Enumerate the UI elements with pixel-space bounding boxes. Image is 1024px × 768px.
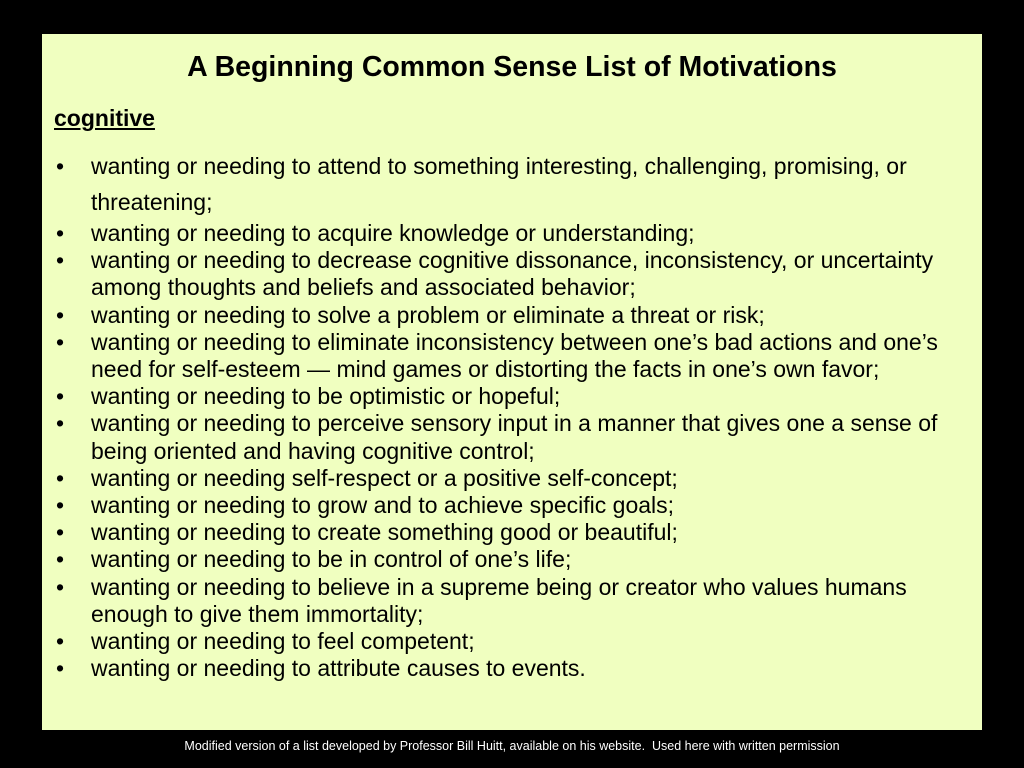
bullet-icon: • <box>56 410 65 437</box>
motivation-list <box>42 152 982 682</box>
bullet-icon: • <box>56 655 65 682</box>
list-item-text: wanting or needing to believe in a supreme being or creator who values humans enough to give them immortality; <box>91 573 907 627</box>
list-item-text: wanting or needing self-respect or a positive self-concept; <box>91 464 678 491</box>
list-item <box>42 546 982 573</box>
list-item-text: wanting or needing to create something good or beautiful; <box>91 519 678 546</box>
list-item <box>42 574 982 628</box>
bullet-icon: • <box>56 301 65 328</box>
list-item-text: wanting or needing to eliminate inconsistency between one’s bad actions and one’s need for self-esteem — mind games or distorting the facts in one’s own favor; <box>91 328 938 383</box>
list-item-text: wanting or needing to be optimistic or hopeful; <box>91 383 561 410</box>
list-item <box>42 410 982 464</box>
bullet-icon: • <box>56 328 65 355</box>
list-item-text: wanting or needing to grow and to achieve specific goals; <box>91 492 675 519</box>
bullet-icon: • <box>56 546 65 573</box>
content-panel <box>42 34 982 730</box>
list-item <box>42 383 982 410</box>
list-item <box>42 519 982 546</box>
list-item-text: wanting or needing to feel competent; <box>91 628 475 655</box>
bullet-icon: • <box>56 492 65 519</box>
list-item <box>42 329 982 383</box>
list-item <box>42 628 982 655</box>
bullet-icon: • <box>56 628 65 655</box>
bullet-icon: • <box>56 247 65 274</box>
bullet-icon: • <box>56 573 65 600</box>
slide-title: A Beginning Common Sense List of Motivations <box>187 51 837 83</box>
list-item-text: wanting or needing to acquire knowledge or understanding; <box>91 220 695 246</box>
list-item-text: wanting or needing to attend to something interesting, challenging, promising, or threatening; <box>91 153 907 215</box>
list-item <box>42 655 982 682</box>
bullet-icon: • <box>56 220 65 246</box>
list-item <box>42 492 982 519</box>
footer-attribution: Modified version of a list developed by Professor Bill Huitt, available on his website. Used here with written permission <box>184 739 840 753</box>
bullet-icon: • <box>56 519 65 546</box>
list-item-text: wanting or needing to decrease cognitive dissonance, inconsistency, or uncertainty among thoughts and beliefs and associated behavior; <box>91 247 934 301</box>
list-item-text: wanting or needing to be in control of one’s life; <box>91 546 572 573</box>
list-item-text: wanting or needing to perceive sensory input in a manner that gives one a sense of being oriented and having cognitive control; <box>91 410 938 464</box>
section-heading-cognitive: cognitive <box>54 105 155 131</box>
list-item <box>42 465 982 492</box>
list-item <box>42 247 982 301</box>
list-item-text: wanting or needing to attribute causes to events. <box>91 655 586 682</box>
list-item <box>42 302 982 329</box>
list-item <box>42 220 982 247</box>
bullet-icon: • <box>56 383 65 410</box>
list-item-text: wanting or needing to solve a problem or eliminate a threat or risk; <box>91 301 765 328</box>
bullet-icon: • <box>56 153 65 179</box>
list-item <box>42 148 982 220</box>
bullet-icon: • <box>56 464 65 491</box>
